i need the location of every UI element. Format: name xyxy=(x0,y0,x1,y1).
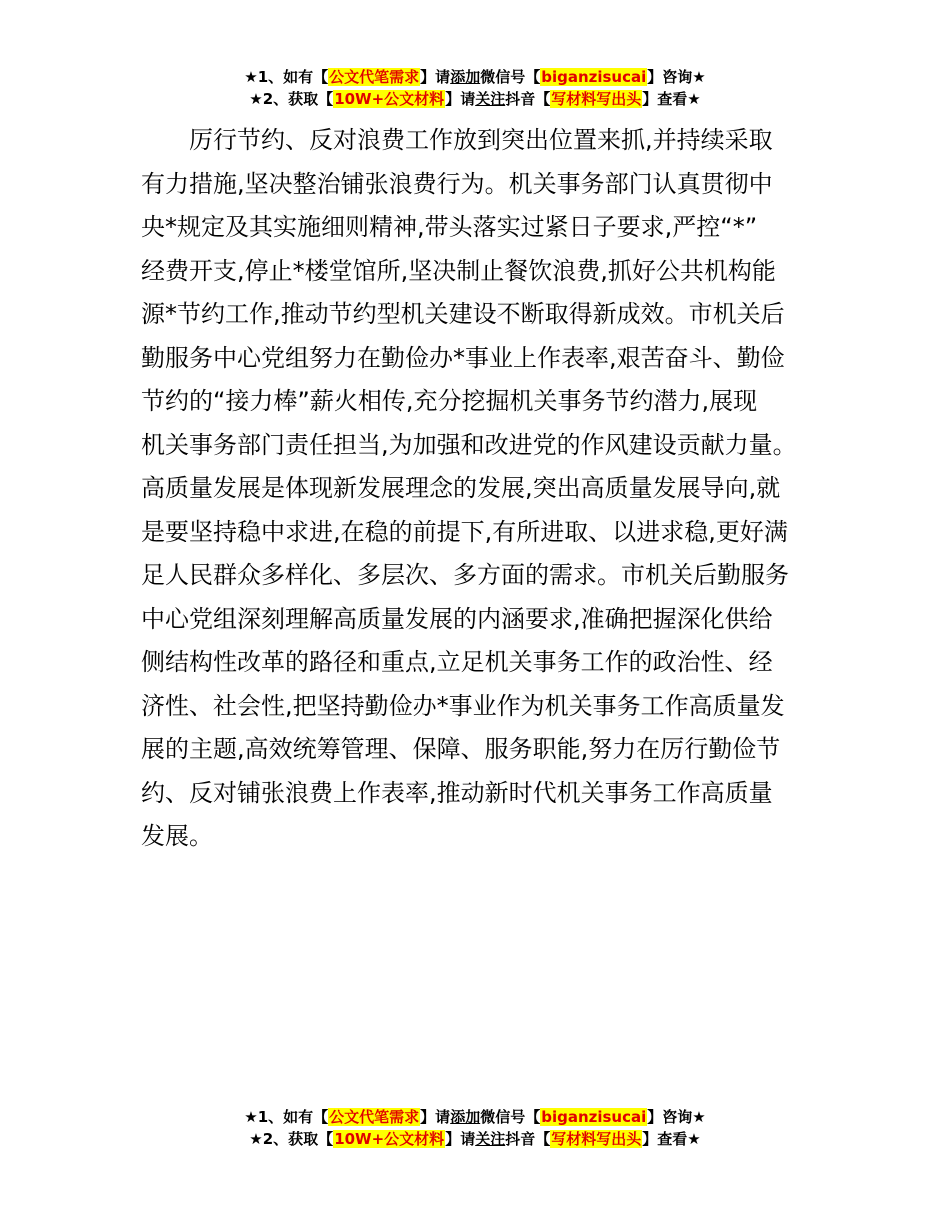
body-line: 勤服务中心党组努力在勤俭办*事业上作表率,艰苦奋斗、勤俭 xyxy=(141,343,785,372)
body-line: 厉行节约、反对浪费工作放到突出位置来抓,并持续采取 xyxy=(141,126,773,154)
banner-text: 】查看★ xyxy=(642,1130,701,1148)
highlight-douyin-account: 写材料写出头 xyxy=(551,90,642,108)
banner-text: ★1、如有【 xyxy=(244,68,329,86)
banner-text: 】请 xyxy=(420,68,451,86)
underlined-word: 关注 xyxy=(475,90,506,108)
banner-line-2 xyxy=(0,1128,950,1150)
banner-text: 抖音【 xyxy=(505,90,551,108)
banner-text: 】查看★ xyxy=(642,90,701,108)
body-line: 有力措施,坚决整治铺张浪费行为。机关事务部门认真贯彻中 xyxy=(141,169,773,198)
footer-banner xyxy=(0,1106,950,1150)
body-line: 是要坚持稳中求进,在稳的前提下,有所进取、以进求稳,更好满 xyxy=(141,517,788,546)
body-line: 节约的“接力棒”薪火相传,充分挖掘机关事务节约潜力,展现 xyxy=(141,387,758,415)
underlined-word: 添加 xyxy=(450,1108,481,1126)
highlight-wechat-id: biganzisucai xyxy=(541,68,647,86)
banner-text: 】咨询★ xyxy=(647,1108,706,1126)
body-line: 中心党组深刻理解高质量发展的内涵要求,准确把握深化供给 xyxy=(141,604,773,633)
banner-line-1 xyxy=(0,1106,950,1128)
banner-text: 】请 xyxy=(445,1130,476,1148)
body-line: 高质量发展是体现新发展理念的发展,突出高质量发展导向,就 xyxy=(141,474,781,502)
banner-text: 】请 xyxy=(445,90,476,108)
banner-line-2 xyxy=(0,88,950,110)
body-line: 济性、社会性,把坚持勤俭办*事业作为机关事务工作高质量发 xyxy=(141,691,785,720)
body-line: 经费开支,停止*楼堂馆所,坚决制止餐饮浪费,抓好公共机构能 xyxy=(141,256,776,285)
underlined-word: 添加 xyxy=(450,68,481,86)
banner-text: 】请 xyxy=(420,1108,451,1126)
body-line: 源*节约工作,推动节约型机关建设不断取得新成效。市机关后 xyxy=(141,300,785,328)
body-line: 机关事务部门责任担当,为加强和改进党的作风建设贡献力量。 xyxy=(141,430,797,459)
highlight-wechat-id: biganzisucai xyxy=(541,1108,647,1126)
body-line: 展的主题,高效统筹管理、保障、服务职能,努力在厉行勤俭节 xyxy=(141,735,781,763)
banner-text: ★2、获取【 xyxy=(249,1130,334,1148)
document-body xyxy=(141,119,821,859)
body-line: 侧结构性改革的路径和重点,立足机关事务工作的政治性、经 xyxy=(141,648,773,676)
highlight-service: 公文代笔需求 xyxy=(329,68,420,86)
banner-text: 】咨询★ xyxy=(647,68,706,86)
highlight-douyin-account: 写材料写出头 xyxy=(551,1130,642,1148)
banner-text: 抖音【 xyxy=(505,1130,551,1148)
header-banner xyxy=(0,66,950,110)
highlight-materials: 10W+公文材料 xyxy=(334,90,445,108)
banner-line-1 xyxy=(0,66,950,88)
body-line: 发展。 xyxy=(141,822,213,850)
banner-text: 微信号【 xyxy=(480,1108,541,1126)
highlight-materials: 10W+公文材料 xyxy=(334,1130,445,1148)
banner-text: 微信号【 xyxy=(480,68,541,86)
highlight-service: 公文代笔需求 xyxy=(329,1108,420,1126)
banner-text: ★2、获取【 xyxy=(249,90,334,108)
banner-text: ★1、如有【 xyxy=(244,1108,329,1126)
body-line: 约、反对铺张浪费上作表率,推动新时代机关事务工作高质量 xyxy=(141,778,773,807)
body-line: 央*规定及其实施细则精神,带头落实过紧日子要求,严控“*” xyxy=(141,213,758,241)
body-line: 足人民群众多样化、多层次、多方面的需求。市机关后勤服务 xyxy=(141,561,789,589)
underlined-word: 关注 xyxy=(475,1130,506,1148)
